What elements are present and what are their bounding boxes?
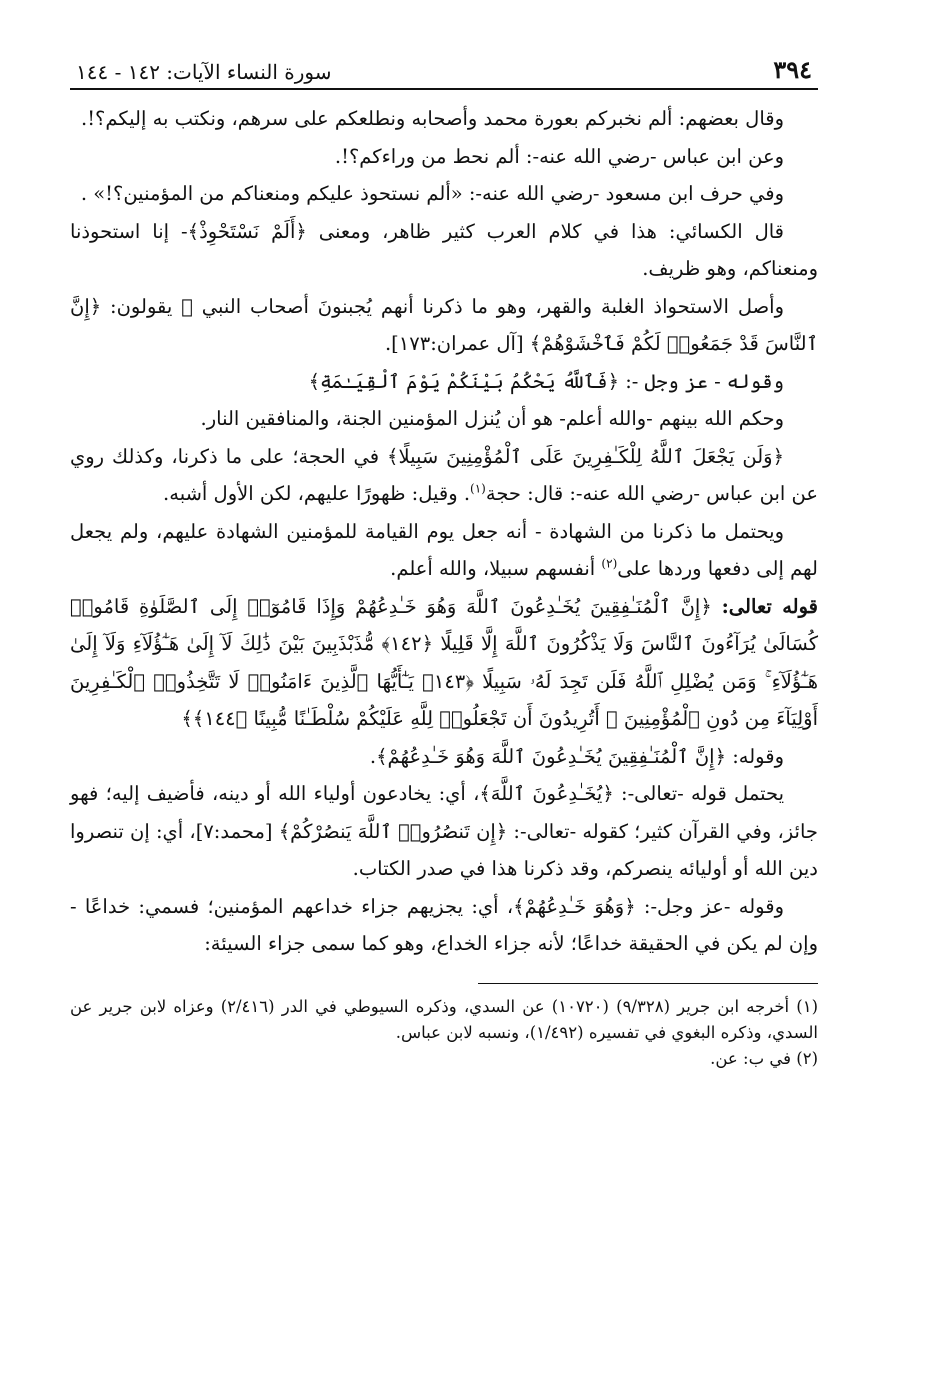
main-text [70, 100, 818, 963]
paragraph-text: ﴿وَلَن يَجْعَلَ ٱللَّهُ لِلْكَـٰفِرِينَ عَلَى ٱلْمُؤْمِنِينَ سَبِيلًا﴾ في الحجة؛ على ما ذكرنا، وكذلك روي عن ابن عباس -رضي الله عنه-: قال: حجة [70, 444, 818, 505]
paragraph: قال الكسائي: هذا في كلام العرب كثير ظاهر، ومعنى ﴿أَلَمْ نَسْتَحْوِذْ﴾- إنا استحوذنا ومنعناكم، وهو ظريف. [70, 219, 818, 280]
paragraph: وأصل الاستحواذ الغلبة والقهر، وهو ما ذكرنا أنهم يُجبنونَ أصحاب النبي ﷺ يقولون: ﴿إِنَّ ٱلنَّاسَ قَدْ جَمَعُوا۟ لَكُمْ فَٱخْشَوْهُمْ﴾ [آل عمران:١٧٣]. [70, 294, 818, 355]
footnote-reference: (٢) [601, 556, 618, 571]
paragraph-text: ويحتمل ما ذكرنا من الشهادة - أنه جعل يوم القيامة للمؤمنين الشهادة عليهم، ولم يجعل لهم إلى دفعها وردها على [70, 519, 818, 580]
footnotes [70, 994, 818, 1072]
verse-lead: قوله تعالى: [721, 594, 818, 618]
paragraph [70, 438, 818, 513]
footnote-divider [478, 983, 818, 984]
paragraph: وقال بعضهم: ألم نخبركم بعورة محمد وأصحابه ونطلعكم على سرهم، ونكتب به إليكم؟!. [81, 107, 784, 130]
paragraph: يحتمل قوله -تعالى-: ﴿يُخَـٰدِعُونَ ٱللَّهَ﴾، أي: يخادعون أولياء الله أو دينه، فأضيف إليه؛ فهو جائز، وفي القرآن كثير؛ كقوله -تعالى-: ﴿إِن تَنصُرُوا۟ ٱللَّهَ يَنصُرْكُمْ﴾ [محمد:٧]، أي: إن تنصروا دين الله أو أوليائه ينصركم، وقد ذكرنا هذا في صدر الكتاب. [70, 782, 818, 880]
paragraph [70, 513, 818, 588]
paragraph-text: . وقيل: ظهورًا عليهم، لكن الأول أشبه. [163, 482, 471, 505]
paragraph: وقوله: ﴿إِنَّ ٱلْمُنَـٰفِقِينَ يُخَـٰدِعُونَ ٱللَّهَ وَهُوَ خَـٰدِعُهُمْ﴾. [369, 744, 784, 768]
paragraph-text: أنفسهم سبيلا، والله أعلم. [390, 557, 602, 580]
paragraph: وعن ابن عباس -رضي الله عنه-: ألم نحط من وراءكم؟!. [334, 144, 784, 168]
verse-block [70, 588, 818, 738]
paragraph: وحكم الله بينهم -والله أعلم- هو أن يُنزل المؤمنين الجنة، والمنافقين النار. [200, 407, 784, 430]
paragraph: وقوله -عز وجل-: ﴿وَهُوَ خَـٰدِعُهُمْ﴾، أي: يجزيهم جزاء خداعهم المؤمنين؛ فسمي: خداعًا - وإن لم يكن في الحقيقة خداعًا؛ لأنه جزاء الخداع، وهو كما سمى جزاء السيئة: [70, 894, 818, 955]
paragraph: وفي حرف ابن مسعود -رضي الله عنه-: «ألم نستحوذ عليكم ومنعناكم من المؤمنين؟!» . [80, 182, 784, 205]
page-number: ٣٩٤ [773, 55, 812, 84]
verse-text: ﴿إِنَّ ٱلْمُنَـٰفِقِينَ يُخَـٰدِعُونَ ٱللَّهَ وَهُوَ خَـٰدِعُهُمْ وَإِذَا قَامُوٓا۟ إِلَى ٱلصَّلَوٰةِ قَامُوا۟ كُسَالَىٰ يُرَآءُونَ ٱلنَّاسَ وَلَا يَذْكُرُونَ ٱللَّهَ إِلَّا قَلِيلًا ﴿١٤٢﴾ مُّذَبْذَبِينَ بَيْنَ ذَٰلِكَ لَآ إِلَىٰ هَـٰٓؤُلَآءِ وَلَآ إِلَىٰ هَـٰٓؤُلَآءِ ۚ وَمَن يُضْلِلِ ٱللَّهُ فَلَن تَجِدَ لَهُۥ سَبِيلًا ﴿١٤٣﴾ يَـٰٓأَيُّهَا ٱلَّذِينَ ءَامَنُوا۟ لَا تَتَّخِذُوا۟ ٱلْكَـٰفِرِينَ أَوْلِيَآءَ مِن دُونِ ٱلْمُؤْمِنِينَ ۚ أَتُرِيدُونَ أَن تَجْعَلُوا۟ لِلَّهِ عَلَيْكُمْ سُلْطَـٰنًا مُّبِينًا ﴿١٤٤﴾﴾ [70, 594, 818, 730]
page-header [70, 52, 818, 90]
running-title: سورة النساء الآيات: ١٤٢ - ١٤٤ [76, 60, 332, 84]
footnote: (٢) في ب: عن. [710, 1048, 818, 1068]
footnote: (١) أخرجه ابن جرير (٩/٣٢٨) (١٠٧٢٠) عن السدي، وذكره السيوطي في الدر (٢/٤١٦) وعزاه لابن جرير عن السدي، وذكره البغوي في تفسيره (١/٤٩٢)، ونسبه لابن عباس. [70, 996, 819, 1042]
book-page [70, 52, 818, 1072]
footnote-reference: (١) [470, 481, 486, 496]
paragraph: وقوله - عز وجل -: ﴿فَٱللَّهُ يَحْكُمُ بَيْنَكُمْ يَوْمَ ٱلْقِيَـٰمَةِ﴾ [308, 369, 784, 393]
